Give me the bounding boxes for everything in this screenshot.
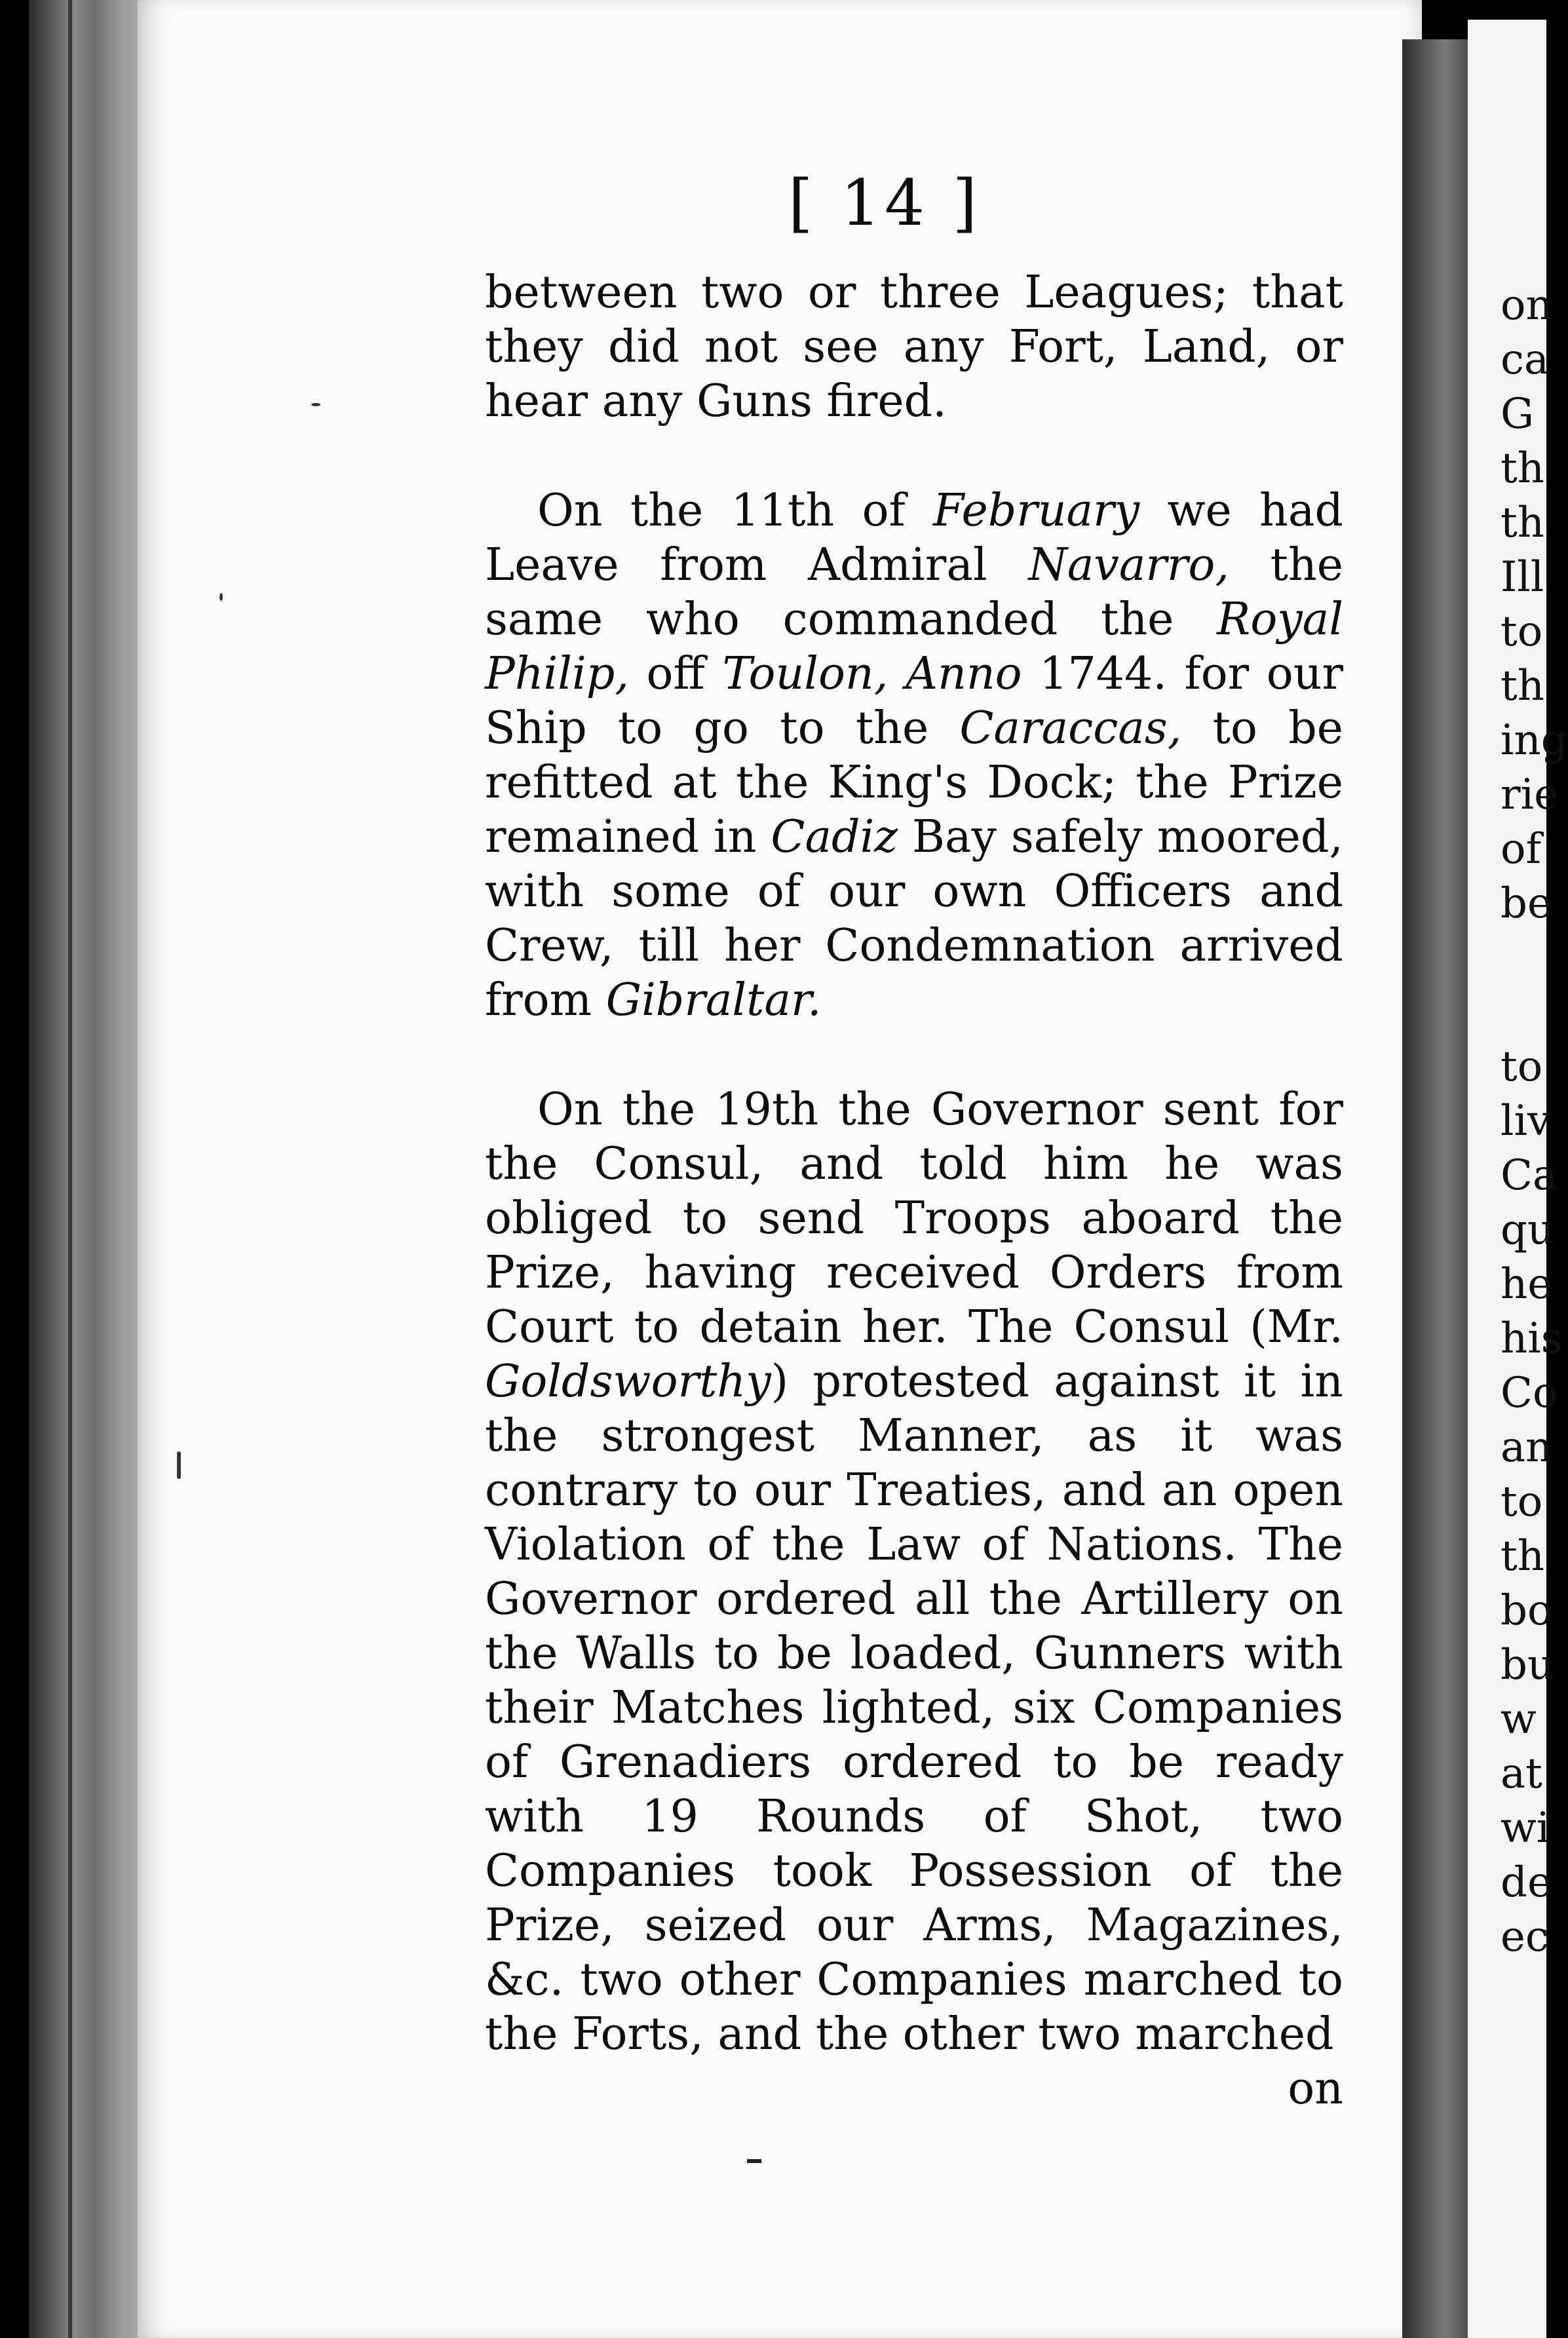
ink-speck — [220, 593, 223, 601]
ink-speck — [311, 403, 320, 406]
text-run: ) protested against it in the strongest Manner, as it was contrary to our Treaties, and an open Violation of the Law of Nations. The Governor ordered all the Artillery on the Walls to be loaded, Gunners with their Matches lighted, six Companies of Grenadiers ordered to be ready with 19 Rounds of Shot, two Companies took Possession of the Prize, seized our Arms, Magazines, &c. two other Companies marched to the Forts, and the other two marched — [485, 1356, 1343, 2060]
facing-page-line: liv — [1501, 1097, 1552, 1145]
italic-text: Royal Philip, — [485, 594, 1343, 700]
ink-speck — [747, 2159, 761, 2163]
facing-page-line: an — [1501, 1423, 1553, 1472]
facing-page-line: de — [1501, 1858, 1552, 1907]
facing-page-line: to — [1501, 607, 1543, 656]
facing-page-line: qu — [1501, 1206, 1555, 1254]
italic-text: Caraccas, — [959, 702, 1182, 754]
paragraph — [485, 484, 1343, 1027]
body-text — [485, 265, 1343, 2116]
text-run: On the 19th the Governor sent for the Consul, and told him he was obliged to send Troops aboard the Prize, having received Orders from Court to detain her. The Consul (Mr. — [485, 1084, 1343, 1353]
catchword: on — [1288, 2063, 1343, 2115]
facing-page-line: th — [1501, 662, 1544, 710]
facing-page-line: bu — [1501, 1641, 1555, 1689]
facing-page-line: th — [1501, 1532, 1544, 1581]
paragraph — [485, 1083, 1343, 2061]
facing-page-line: his — [1501, 1314, 1563, 1363]
text-run: between two or three Leagues; that they did not see any Fort, Land, or hear any Guns fired. — [485, 267, 1343, 427]
facing-page-line — [1501, 986, 1566, 1040]
text-run: off — [628, 648, 723, 700]
facing-page-line: to — [1501, 1478, 1543, 1526]
facing-page-line: Ill — [1501, 553, 1544, 602]
facing-page-line: ec — [1501, 1913, 1549, 1961]
text-run: the same who commanded the — [485, 539, 1343, 645]
facing-page-line: Co — [1501, 1369, 1558, 1417]
ink-speck — [177, 1451, 181, 1479]
facing-page-line: ca — [1501, 335, 1549, 384]
facing-page-line: of — [1501, 825, 1542, 873]
facing-page-line: be — [1501, 879, 1552, 928]
facing-page-text — [1501, 278, 1566, 1964]
facing-page-line: wi — [1501, 1804, 1550, 1852]
facing-page-line: w — [1501, 1695, 1537, 1744]
facing-page-line: G — [1501, 390, 1535, 438]
italic-text: Goldsworthy — [485, 1356, 771, 1408]
facing-page-line: bo — [1501, 1586, 1553, 1635]
facing-page-line: Ca — [1501, 1151, 1558, 1200]
facing-page-line: th — [1501, 499, 1544, 547]
text-run: On the 11th of — [537, 485, 934, 537]
facing-page-line: th — [1501, 444, 1544, 493]
page-number: [ 14 ] — [788, 166, 982, 240]
facing-page-line: ing — [1501, 716, 1568, 765]
italic-text: Cadiz — [771, 811, 898, 863]
text-run: to be refitted at the King's Dock; the Prize remained in — [485, 702, 1343, 863]
facing-page-line: rie — [1501, 771, 1559, 819]
facing-page-line — [1501, 931, 1566, 986]
book-gutter — [1402, 39, 1474, 2338]
facing-page-line: on — [1501, 281, 1553, 330]
text-run: we had Leave from Admiral — [485, 485, 1344, 591]
italic-text: February — [933, 485, 1140, 537]
text-run: Bay safely moored, with some of our own Officers and Crew, till her Condemnation arrived from — [485, 811, 1343, 1026]
facing-page-line: to — [1501, 1043, 1543, 1091]
paragraph — [485, 265, 1343, 429]
text-run: 1744. for our Ship to go to the — [485, 648, 1343, 754]
italic-text: Toulon, Anno — [722, 648, 1022, 700]
italic-text: Gibraltar. — [605, 974, 822, 1026]
italic-text: Navarro, — [1028, 539, 1229, 591]
facing-page-line: he — [1501, 1260, 1553, 1309]
facing-page-line: at — [1501, 1750, 1542, 1798]
